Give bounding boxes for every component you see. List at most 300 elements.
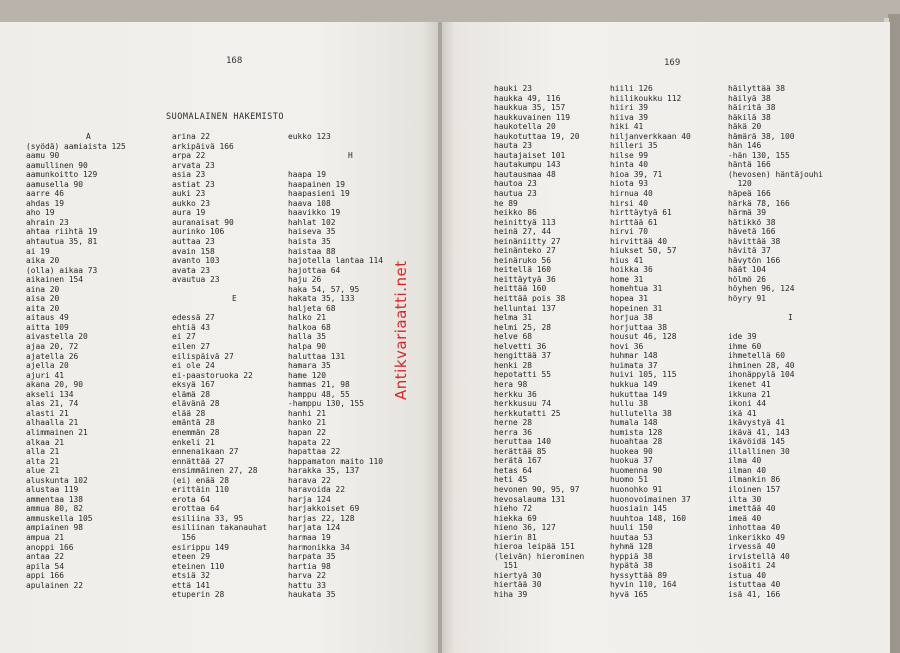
index-entry: häiritä 38	[728, 103, 776, 113]
index-entry: haukka 49, 116	[494, 93, 561, 103]
index-entry: harmaa 19	[288, 532, 331, 542]
index-entry: ei-paastoruoka 22	[172, 370, 253, 380]
index-entry: isoäiti 24	[728, 561, 776, 571]
index-entry: ampua 21	[26, 532, 65, 542]
index-entry: häkä 20	[728, 122, 762, 132]
index-entry: (ei) enää 28	[172, 475, 230, 485]
index-entry: aitta 109	[26, 322, 69, 332]
spacer	[288, 142, 383, 152]
index-entry: harjas 22, 128	[288, 513, 355, 523]
index-entry: heti 45	[494, 475, 528, 485]
index-entry: erottaa 64	[172, 504, 220, 514]
index-entry: harja 124	[288, 494, 331, 504]
index-entry: alas 21, 74	[26, 399, 79, 409]
watermark-text: Antikvariaatti.net	[392, 260, 410, 400]
index-entry: housut 46, 128	[610, 332, 677, 342]
index-entry: ammentaa 138	[26, 494, 84, 504]
index-entry: hävittää 38	[728, 236, 781, 246]
index-entry: halkoa 68	[288, 322, 331, 332]
index-entry: harva 22	[288, 571, 327, 581]
index-entry: herkkutatti 25	[494, 408, 561, 418]
index-entry: apila 54	[26, 561, 65, 571]
index-entry: erota 64	[172, 494, 211, 504]
index-entry: -hamppu 130, 155	[288, 399, 365, 409]
index-entry: häpeä 166	[728, 189, 771, 199]
index-entry: häkilä 38	[728, 112, 771, 122]
index-entry: irvistellä 40	[728, 551, 790, 561]
index-entry: emäntä 28	[172, 418, 215, 428]
index-entry: ahrain 23	[26, 217, 69, 227]
index-entry: halla 35	[288, 332, 327, 342]
index-entry: heikko 86	[494, 208, 537, 218]
index-entry: elävänä 28	[172, 399, 220, 409]
left-page	[0, 22, 440, 653]
index-entry: haapainen 19	[288, 179, 346, 189]
index-entry: hamppu 48, 55	[288, 389, 350, 399]
index-entry: hera 98	[494, 379, 528, 389]
right-column-1	[494, 84, 584, 600]
index-entry: ikävä 41, 143	[728, 427, 790, 437]
index-entry: aura 19	[172, 208, 206, 218]
index-entry: alasti 21	[26, 408, 69, 418]
index-entry: haukotella 20	[494, 122, 556, 132]
index-entry: hajottaa 64	[288, 265, 341, 275]
index-entry: hukkua 149	[610, 379, 658, 389]
index-entry: ide 39	[728, 332, 757, 342]
index-entry: hyvin 110, 164	[610, 580, 677, 590]
index-entry: harjata 124	[288, 523, 341, 533]
index-entry: anoppi 166	[26, 542, 74, 552]
index-entry: iloinen 157	[728, 484, 781, 494]
index-entry: häilyä 38	[728, 93, 771, 103]
index-entry: aisa 20	[26, 294, 60, 304]
index-entry: heinänteko 27	[494, 246, 556, 256]
index-entry: ikenet 41	[728, 379, 771, 389]
index-entry: humista 128	[610, 427, 663, 437]
index-entry: hilse 99	[610, 150, 649, 160]
index-entry: hiljanverkkaan 40	[610, 131, 691, 141]
index-entry: hierin 81	[494, 532, 537, 542]
index-entry: aamusella 90	[26, 179, 84, 189]
index-entry: irvessä 40	[728, 542, 776, 552]
index-entry: ei ole 24	[172, 361, 215, 371]
index-entry: auki 23	[172, 189, 206, 199]
index-entry: hävytön 166	[728, 255, 781, 265]
index-entry: 151	[494, 561, 518, 571]
index-entry: hyssyttää 89	[610, 570, 668, 580]
index-entry: istuttaa 40	[728, 580, 781, 590]
index-entry: alhaalla 21	[26, 418, 79, 428]
index-entry: haravoida 22	[288, 485, 346, 495]
index-entry: harakka 35, 137	[288, 466, 360, 476]
index-entry: akana 20, 90	[26, 380, 84, 390]
index-entry: hävitä 37	[728, 246, 771, 256]
index-entry: etuperin 28	[172, 590, 225, 600]
index-entry: haju 26	[288, 275, 322, 285]
index-entry: eksyä 167	[172, 380, 215, 390]
index-entry: etsiä 32	[172, 571, 211, 581]
index-entry: hiota 93	[610, 179, 649, 189]
index-entry: hartia 98	[288, 561, 331, 571]
index-entry: antaa 22	[26, 552, 65, 562]
index-entry: avanto 103	[172, 256, 220, 266]
index-entry: hamara 35	[288, 361, 331, 371]
index-entry: että 141	[172, 580, 211, 590]
index-entry: hiekka 69	[494, 513, 537, 523]
section-letter: I	[788, 313, 793, 323]
index-entry: haistaa 88	[288, 246, 336, 256]
index-entry: hanhi 21	[288, 408, 327, 418]
section-letter: H	[348, 151, 353, 161]
index-entry: häilyttää 38	[728, 84, 786, 93]
index-entry: ilma 40	[728, 456, 762, 466]
index-entry: hölmö 26	[728, 274, 767, 284]
index-entry: hautoa 23	[494, 179, 537, 189]
index-entry: hätikkö 38	[728, 217, 776, 227]
index-entry: ai 19	[26, 246, 50, 256]
index-entry: hirsi 40	[610, 198, 649, 208]
index-entry: auranaisat 90	[172, 217, 234, 227]
index-entry: heinä 27, 44	[494, 227, 552, 237]
index-entry: huivi 105, 115	[610, 370, 677, 380]
index-entry: arina 22	[172, 132, 211, 141]
index-entry: haukkua 35, 157	[494, 103, 566, 113]
index-entry: hevonen 90, 95, 97	[494, 484, 580, 494]
index-entry: erittäin 110	[172, 485, 230, 495]
index-entry: hopeinen 31	[610, 303, 663, 313]
index-entry: hieno 36, 127	[494, 523, 556, 533]
index-entry: haljeta 68	[288, 303, 336, 313]
index-entry: härkä 78, 166	[728, 198, 790, 208]
index-entry: helvetti 36	[494, 341, 547, 351]
index-entry: huomenna 90	[610, 465, 663, 475]
index-entry: häät 104	[728, 265, 767, 275]
index-entry: ajaa 20, 72	[26, 342, 79, 352]
index-entry: arpa 22	[172, 151, 206, 161]
index-entry: ahtaa riihtä 19	[26, 227, 98, 237]
index-entry: hiha 39	[494, 589, 528, 599]
index-entry: ihme 60	[728, 341, 762, 351]
index-entry: esirippu 149	[172, 542, 230, 552]
index-entry: ihonäppylä 104	[728, 370, 795, 380]
index-entry: horjuttaa 38	[610, 322, 668, 332]
index-entry: avautua 23	[172, 275, 220, 285]
index-entry: herra 36	[494, 427, 533, 437]
index-entry: hieho 72	[494, 504, 533, 514]
index-entry: herkkusuu 74	[494, 399, 552, 409]
index-entry: apulainen 22	[26, 580, 84, 590]
index-entry: halko 21	[288, 313, 327, 323]
index-entry: helmi 25, 28	[494, 322, 552, 332]
index-entry: (syödä) aamiaista 125	[26, 141, 126, 151]
index-entry: helma 31	[494, 313, 533, 323]
index-entry: alustaa 119	[26, 485, 79, 495]
index-entry: aikainen 154	[26, 275, 84, 285]
index-entry: hirvittää 40	[610, 236, 668, 246]
index-heading: SUOMALAINEN HAKEMISTO	[166, 112, 284, 122]
index-entry: edessä 27	[172, 313, 215, 323]
index-entry: 120	[728, 179, 752, 189]
index-entry: elämä 28	[172, 389, 211, 399]
index-entry: heinittyä 113	[494, 217, 556, 227]
index-entry: hattu 33	[288, 580, 327, 590]
index-entry: alla 21	[26, 447, 60, 457]
index-entry: enkeli 21	[172, 437, 215, 447]
index-entry: isä 41, 166	[728, 589, 781, 599]
index-entry: ihminen 28, 40	[728, 360, 795, 370]
index-entry: haapa 19	[288, 170, 327, 180]
index-entry: aitaus 49	[26, 313, 69, 323]
spacer	[172, 304, 267, 314]
index-entry: elää 28	[172, 408, 206, 418]
index-entry: heinäniitty 27	[494, 236, 561, 246]
index-entry: haapasieni 19	[288, 189, 350, 199]
index-entry: hirttää 61	[610, 217, 658, 227]
index-entry: hautausmaa 48	[494, 169, 556, 179]
index-entry: esiliinan takanauhat	[172, 523, 268, 533]
page-number-right: 169	[664, 58, 681, 68]
index-entry: alta 21	[26, 456, 60, 466]
index-entry: huomo 51	[610, 475, 649, 485]
index-entry: hämärä 38, 100	[728, 131, 795, 141]
index-entry: hirnua 40	[610, 189, 653, 199]
index-entry: hullu 38	[610, 399, 649, 409]
index-entry: ennättää 27	[172, 456, 225, 466]
index-entry: haluttaa 131	[288, 351, 346, 361]
index-entry: homehtua 31	[610, 284, 663, 294]
index-entry: auttaa 23	[172, 237, 215, 247]
index-entry: hinta 40	[610, 160, 649, 170]
index-entry: aurinko 106	[172, 227, 225, 237]
index-entry: inkerikko 49	[728, 532, 786, 542]
index-entry: alkaa 21	[26, 437, 65, 447]
index-entry: höyhen 96, 124	[728, 284, 795, 294]
index-entry: alue 21	[26, 466, 60, 476]
index-entry: eukko 123	[288, 132, 331, 141]
index-entry: avata 23	[172, 265, 211, 275]
index-entry: hevosalauma 131	[494, 494, 566, 504]
index-entry: heittää pois 38	[494, 294, 566, 304]
index-entry: heittää 160	[494, 284, 547, 294]
index-entry: ammua 80, 82	[26, 504, 84, 514]
index-entry: harava 22	[288, 475, 331, 485]
index-entry: happamaton maito 110	[288, 456, 384, 466]
index-entry: -hän 130, 155	[728, 150, 790, 160]
index-entry: ajatella 26	[26, 351, 79, 361]
index-entry: astiat 23	[172, 179, 215, 189]
index-entry: hän 146	[728, 141, 762, 151]
index-entry: ilmankin 86	[728, 475, 781, 485]
index-entry: huokua 37	[610, 456, 653, 466]
page-number-left: 168	[226, 56, 243, 66]
index-entry: hanko 21	[288, 418, 327, 428]
index-entry: haka 54, 57, 95	[288, 284, 360, 294]
index-entry: helluntai 137	[494, 303, 556, 313]
index-entry: ajella 20	[26, 361, 69, 371]
index-entry: imettää 40	[728, 504, 776, 514]
index-entry: ikoni 44	[728, 399, 767, 409]
index-entry: aarre 46	[26, 189, 65, 199]
spacer	[728, 304, 823, 314]
index-entry: henki 28	[494, 360, 533, 370]
index-entry: haava 108	[288, 198, 331, 208]
index-entry: 156	[172, 532, 196, 542]
index-entry: halpa 90	[288, 342, 327, 352]
index-entry: aina 20	[26, 284, 60, 294]
index-entry: (leivän) hierominen	[494, 551, 585, 561]
index-entry: ikävystyä 41	[728, 418, 786, 428]
index-entry: aivastella 20	[26, 332, 88, 342]
index-entry: hovi 36	[610, 341, 644, 351]
index-entry: harmonikka 34	[288, 542, 350, 552]
left-column-1	[26, 132, 126, 590]
right-column-3	[728, 84, 823, 600]
index-entry: humala 148	[610, 418, 658, 428]
index-entry: hautua 23	[494, 189, 537, 199]
index-entry: hauta 23	[494, 141, 533, 151]
index-entry: aamunkoitto 129	[26, 170, 98, 180]
index-entry: arkipäivä 166	[172, 141, 234, 151]
section-letter: E	[232, 294, 237, 304]
index-entry: haukkuvainen 119	[494, 112, 571, 122]
index-entry: hapattaa 22	[288, 447, 341, 457]
index-entry: haukotuttaa 19, 20	[494, 131, 580, 141]
index-entry: haavikko 19	[288, 208, 341, 218]
index-entry: huimata 37	[610, 360, 658, 370]
index-entry: eilen 27	[172, 342, 211, 352]
index-entry: ahdas 19	[26, 198, 65, 208]
index-entry: aukko 23	[172, 198, 211, 208]
index-entry: huuhtoa 148, 160	[610, 513, 687, 523]
index-entry: hauki 23	[494, 84, 533, 93]
index-entry: hakata 35, 133	[288, 294, 355, 304]
index-entry: hetas 64	[494, 465, 533, 475]
index-entry: ikkuna 21	[728, 389, 771, 399]
index-entry: hieroa leipää 151	[494, 542, 575, 552]
index-entry: herättää 85	[494, 446, 547, 456]
index-entry: home 31	[610, 274, 644, 284]
index-entry: hammas 21, 98	[288, 380, 350, 390]
index-entry: ampiainen 98	[26, 523, 84, 533]
index-entry: ei 27	[172, 332, 196, 342]
index-entry: eteinen 110	[172, 561, 225, 571]
index-entry: huokea 90	[610, 446, 653, 456]
index-entry: hautakumpu 143	[494, 160, 561, 170]
right-column-2	[610, 84, 691, 600]
spacer	[288, 161, 383, 171]
index-entry: huhmar 148	[610, 351, 658, 361]
index-entry: heittäytyä 36	[494, 274, 556, 284]
index-entry: herätä 167	[494, 456, 542, 466]
index-entry: hioa 39, 71	[610, 169, 663, 179]
index-entry: inhottaa 40	[728, 523, 781, 533]
index-entry: hilleri 35	[610, 141, 658, 151]
index-entry: huonovoimainen 37	[610, 494, 691, 504]
index-entry: ikä 41	[728, 408, 757, 418]
index-entry: ehtiä 43	[172, 322, 211, 332]
index-entry: hahlat 102	[288, 217, 336, 227]
left-column-2	[172, 132, 267, 600]
index-entry: heinäruko 56	[494, 255, 552, 265]
index-entry: eilispäivä 27	[172, 351, 234, 361]
index-entry: aho 19	[26, 208, 55, 218]
index-entry: (hevosen) häntäjouhi	[728, 169, 824, 179]
index-entry: hiili 126	[610, 84, 653, 93]
index-entry: aika 20	[26, 256, 60, 266]
index-entry: huoahtaa 28	[610, 437, 663, 447]
index-entry: arvata 23	[172, 160, 215, 170]
index-entry: istua 40	[728, 570, 767, 580]
index-entry: ensimmäinen 27, 28	[172, 466, 258, 476]
index-entry: hengittää 37	[494, 351, 552, 361]
index-entry: hajotella lantaa 114	[288, 256, 384, 266]
index-entry: aamullinen 90	[26, 160, 88, 170]
index-entry: harjakkoiset 69	[288, 504, 360, 514]
index-entry: ilman 40	[728, 465, 767, 475]
index-entry: hyvä 165	[610, 589, 649, 599]
left-column-3	[288, 132, 383, 600]
index-entry: ammuskella 105	[26, 513, 93, 523]
spacer	[172, 285, 267, 295]
index-entry: hiertää 30	[494, 580, 542, 590]
index-entry: hyppiä 38	[610, 551, 653, 561]
index-entry: asia 23	[172, 170, 206, 180]
index-entry: hiiri 39	[610, 103, 649, 113]
index-entry: hirvi 70	[610, 227, 649, 237]
index-entry: (olla) aikaa 73	[26, 265, 98, 275]
index-entry: höyry 91	[728, 294, 767, 304]
index-entry: ikävöidä 145	[728, 437, 786, 447]
index-entry: hepotatti 55	[494, 370, 552, 380]
index-entry: ilta 30	[728, 494, 762, 504]
index-entry: häntä 166	[728, 160, 771, 170]
index-entry: hiertyä 30	[494, 570, 542, 580]
index-entry: aluskunta 102	[26, 475, 88, 485]
index-entry: hiki 41	[610, 122, 644, 132]
section-letter: A	[86, 132, 91, 141]
index-entry: hopea 31	[610, 294, 649, 304]
index-entry: huosiain 145	[610, 504, 668, 514]
index-entry: hirttäytyä 61	[610, 208, 672, 218]
index-entry: esiliina 33, 95	[172, 513, 244, 523]
index-entry: ihmetellä 60	[728, 351, 786, 361]
index-entry: hius 41	[610, 255, 644, 265]
index-entry: ahtautua 35, 81	[26, 237, 98, 247]
index-entry: enemmän 28	[172, 427, 220, 437]
index-entry: haiseva 35	[288, 227, 336, 237]
index-entry: herne 28	[494, 418, 533, 428]
index-entry: aamu 90	[26, 151, 60, 161]
index-entry: harpata 35	[288, 552, 336, 562]
index-entry: hapan 22	[288, 427, 327, 437]
index-entry: hyhmä 128	[610, 542, 653, 552]
index-entry: hapata 22	[288, 437, 331, 447]
index-entry: horjua 38	[610, 313, 653, 323]
index-entry: hoikka 36	[610, 265, 653, 275]
index-entry: alimmainen 21	[26, 427, 88, 437]
index-entry: illallinen 30	[728, 446, 790, 456]
index-entry: huuli 150	[610, 523, 653, 533]
index-entry: eteen 29	[172, 552, 211, 562]
index-entry: hiiva 39	[610, 112, 649, 122]
index-entry: härmä 39	[728, 208, 767, 218]
index-entry: ajuri 41	[26, 370, 65, 380]
index-entry: hiukset 50, 57	[610, 246, 677, 256]
index-entry: appi 166	[26, 571, 65, 581]
index-entry: hypätä 38	[610, 561, 653, 571]
index-entry: hukuttaa 149	[610, 389, 668, 399]
index-entry: helve 68	[494, 332, 533, 342]
